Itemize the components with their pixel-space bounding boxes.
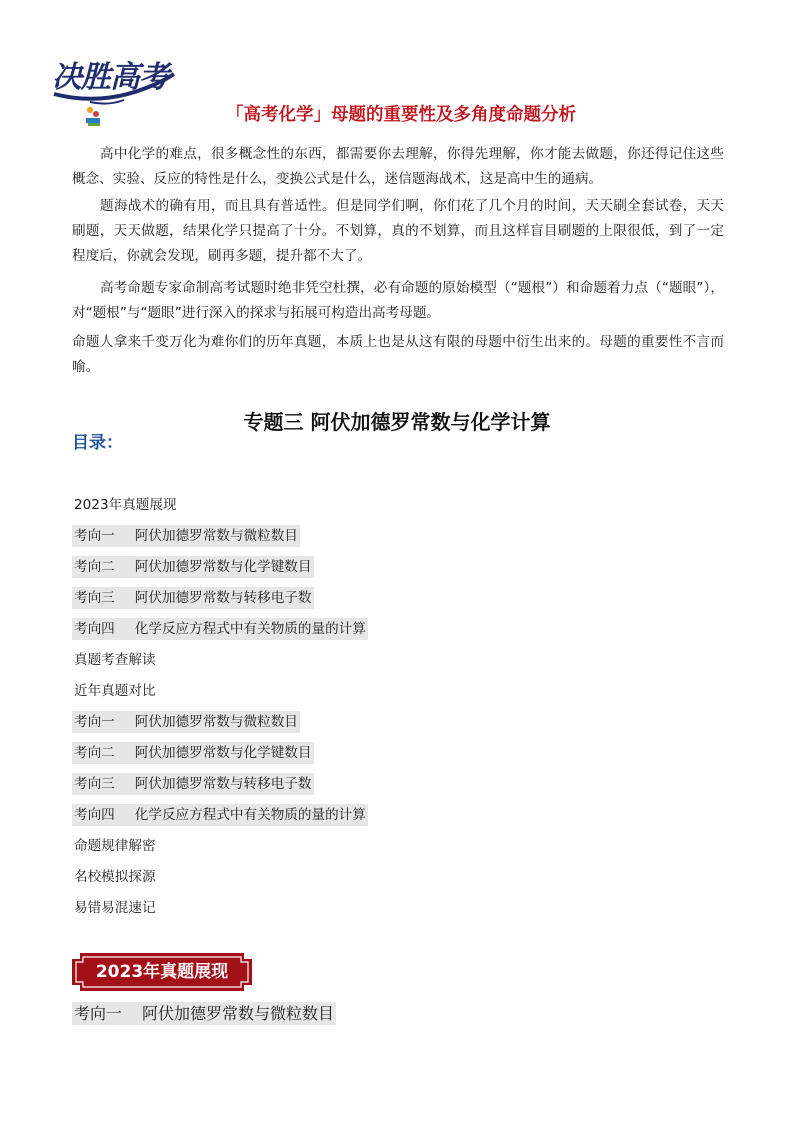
section-badge — [72, 953, 252, 991]
toc-item[interactable]: 命题规律解密 — [74, 838, 156, 854]
intro-paragraph-1: 高中化学的难点，很多概念性的东西，都需要你去理解，你得先理解，你才能去做题，你还得记住这些概念、实验、反应的特性是什么，变换公式是什么，迷信题海战术，这是高中生的通病。 — [72, 146, 724, 187]
toc-item[interactable]: 易错易混速记 — [74, 900, 156, 916]
intro-paragraph-2: 题海战术的确有用，而且具有普适性。但是同学们啊，你们花了几个月的时间，天天刷全套试卷，天天刷题，天天做题，结果化学只提高了十分。不划算，真的不划算，而且这样盲目刷题的上限很低，到了一定程度后，你就会发现，刷再多题，提升都不大了。 — [72, 198, 724, 264]
toc-item[interactable]: 名校模拟探源 — [74, 869, 156, 885]
toc-item[interactable]: 考向四 化学反应方程式中有关物质的量的计算 — [72, 614, 368, 645]
section-badge-label: 2023年真题展现 — [95, 962, 229, 982]
toc-item[interactable]: 考向二 阿伏加德罗常数与化学键数目 — [72, 552, 368, 583]
toc-item[interactable]: 2023年真题展现 — [74, 497, 177, 513]
section-heading: 考向一 阿伏加德罗常数与微粒数目 — [74, 1004, 335, 1023]
table-of-contents — [72, 490, 368, 924]
toc-item[interactable]: 考向二 阿伏加德罗常数与化学键数目 — [72, 738, 368, 769]
intro-paragraph-3: 高考命题专家命制高考试题时绝非凭空杜撰，必有命题的原始模型（“题根”）和命题着力点（“题眼”），对“题根”与“题眼”进行深入的探求与拓展可构造出高考母题。 — [72, 280, 724, 321]
headline: 「高考化学」母题的重要性及多角度命题分析 — [226, 105, 576, 125]
logo — [50, 44, 180, 128]
toc-item[interactable]: 考向一 阿伏加德罗常数与微粒数目 — [72, 521, 368, 552]
toc-item[interactable]: 考向三 阿伏加德罗常数与转移电子数 — [72, 769, 368, 800]
toc-item[interactable]: 考向一 阿伏加德罗常数与微粒数目 — [72, 707, 368, 738]
toc-item[interactable]: 考向四 化学反应方程式中有关物质的量的计算 — [72, 800, 368, 831]
toc-item[interactable]: 考向三 阿伏加德罗常数与转移电子数 — [72, 583, 368, 614]
toc-item[interactable]: 近年真题对比 — [74, 683, 156, 699]
toc-title: 目录： — [72, 433, 123, 453]
logo-text: 决胜高考 — [52, 60, 168, 95]
topic-title: 专题三 阿伏加德罗常数与化学计算 — [243, 410, 551, 434]
toc-item[interactable]: 真题考查解读 — [74, 652, 156, 668]
intro-paragraph-4: 命题人拿来千变万化为难你们的历年真题，本质上也是从这有限的母题中衍生出来的。母题的重要性不言而喻。 — [72, 334, 724, 375]
